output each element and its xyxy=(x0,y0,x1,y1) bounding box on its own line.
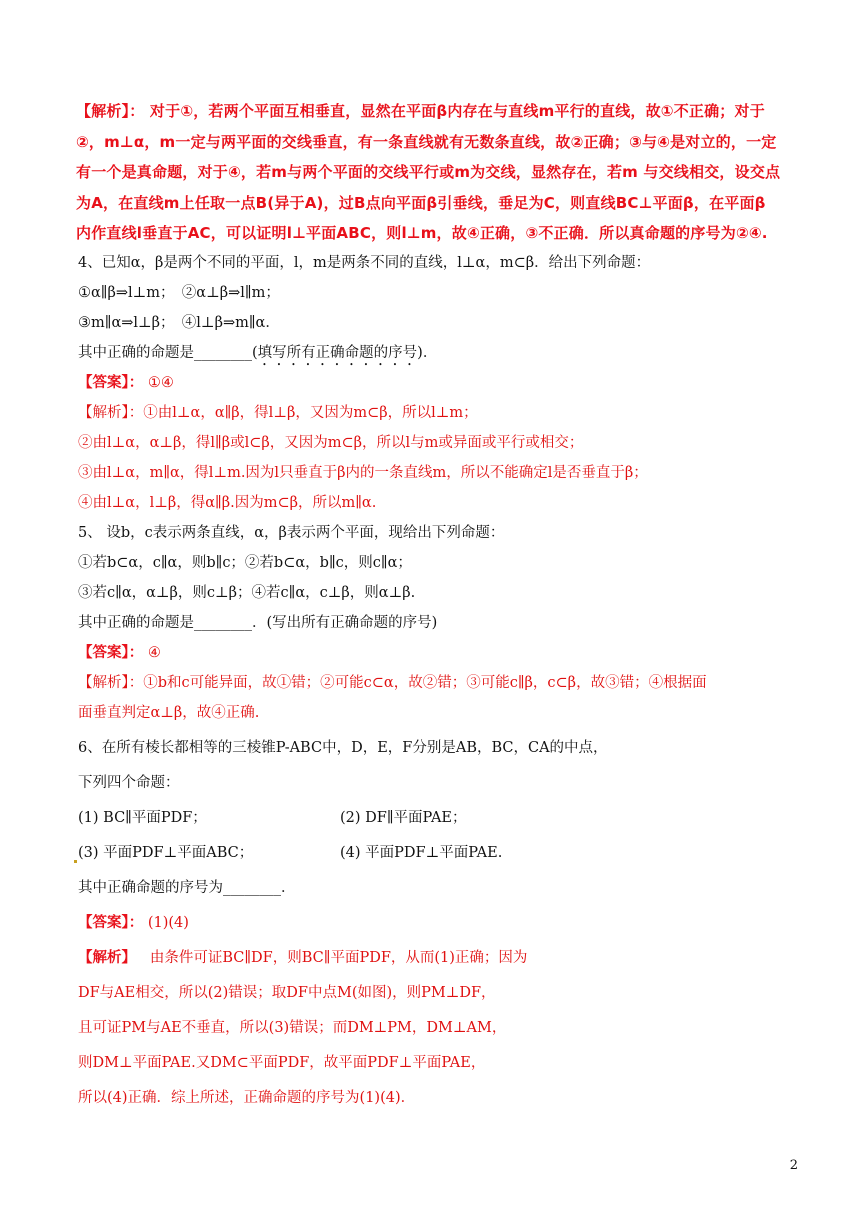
yellow-dot-mark xyxy=(74,860,77,863)
q4-question-c: )． xyxy=(417,345,438,361)
q6-analysis-label: 【解析】 xyxy=(78,949,136,966)
q5-stem: 5、 设b，c表示两条直线，α，β表示两个平面，现给出下列命题： xyxy=(78,525,505,541)
q5-answer xyxy=(78,643,161,663)
q6-analysis-5: 所以(4)正确．综上所述，正确命题的序号为(1)(4)． xyxy=(78,1090,416,1106)
q4-question-emphasis: 填写所有正确命题的序号 xyxy=(257,345,418,361)
q4-analysis-4: ④由l⊥α，l⊥β，得α∥β.因为m⊂β，所以m∥α. xyxy=(78,495,377,511)
q6-stem-1: 6、在所有棱长都相等的三棱锥P-ABC中，D，E，F分别是AB，BC，CA的中点， xyxy=(78,740,608,756)
q4-analysis-2: ②由l⊥α，α⊥β，得l∥β或l⊂β，又因为m⊂β，所以l与m或异面或平行或相交； xyxy=(78,435,584,451)
q4-stem: 4、已知α，β是两个不同的平面，l，m是两条不同的直线，l⊥α，m⊂β．给出下列命题： xyxy=(78,255,651,271)
q5-analysis-2: 面垂直判定α⊥β，故④正确. xyxy=(78,705,260,721)
q4-options-2: ③m∥α⇒l⊥β； ④l⊥β⇒m∥α． xyxy=(78,315,280,331)
q4-answer-label: 【答案】： xyxy=(78,374,144,391)
q6-analysis-3: 且可证PM与AE不垂直，所以(3)错误；而DM⊥PM，DM⊥AM， xyxy=(78,1020,507,1036)
analysis-image-line-2: ②，m⊥α，m一定与两平面的交线垂直，有一条直线就有无数条直线，故②正确；③与④是对立的，一定 xyxy=(76,132,777,151)
q6-analysis-text-1: 由条件可证BC∥DF，则BC∥平面PDF，从而(1)正确；因为 xyxy=(149,950,528,966)
q6-question: 其中正确命题的序号为________． xyxy=(78,880,296,896)
q4-answer xyxy=(78,373,174,393)
q6-prop-3: (3) 平面PDF⊥平面ABC； xyxy=(78,845,254,861)
q5-options-2: ③若c∥α，α⊥β，则c⊥β；④若c∥α，c⊥β，则α⊥β. xyxy=(78,585,416,601)
q4-options-1: ①α∥β⇒l⊥m； ②α⊥β⇒l∥m； xyxy=(78,285,280,301)
q6-analysis-2: DF与AE相交，所以(2)错误；取DF中点M(如图)，则PM⊥DF， xyxy=(78,985,496,1001)
q6-answer xyxy=(78,913,189,933)
q4-analysis-1: 【解析】：①由l⊥α，α∥β，得l⊥β，又因为m⊂β，所以l⊥m； xyxy=(78,405,478,421)
q6-answer-label: 【答案】： xyxy=(78,914,144,931)
analysis-image-line-5: 内作直线l垂直于AC，可以证明l⊥平面ABC，则l⊥m，故④正确，③不正确．所以真命题的序号为②④. xyxy=(76,224,768,242)
analysis-image-block xyxy=(76,96,794,246)
q5-answer-label: 【答案】： xyxy=(78,644,144,661)
q5-question: 其中正确的命题是________．(写出所有正确命题的序号) xyxy=(78,615,438,631)
q4-question-a: 其中正确的命题是________( xyxy=(78,345,258,361)
q6-prop-3-row xyxy=(74,843,253,863)
q6-answer-value: (1)(4) xyxy=(147,915,189,931)
analysis-image-line-4: 为A，在直线m上任取一点B(异于A)，过B点向平面β引垂线，垂足为C，则直线BC⊥平面β，在平面β xyxy=(76,193,766,212)
q5-analysis-1: 【解析】：①b和c可能异面，故①错；②可能c⊂α，故②错；③可能c∥β，c⊂β，故③错；④根据面 xyxy=(78,675,707,691)
q4-answer-value: ①④ xyxy=(147,375,174,391)
q4-question xyxy=(78,343,437,369)
q5-answer-value: ④ xyxy=(147,645,161,661)
q6-analysis-4: 则DM⊥平面PAE.又DM⊂平面PDF，故平面PDF⊥平面PAE， xyxy=(78,1055,486,1071)
q4-analysis-3: ③由l⊥α，m∥α，得l⊥m.因为l只垂直于β内的一条直线m，所以不能确定l是否垂直于β； xyxy=(78,465,648,481)
q6-prop-4: (4) 平面PDF⊥平面PAE. xyxy=(340,845,503,861)
q6-analysis-1 xyxy=(78,948,527,968)
page-number: 2 xyxy=(789,1158,798,1173)
q6-prop-1: (1) BC∥平面PDF； xyxy=(78,810,207,826)
analysis-image-line-3: 有一个是真命题，对于④，若m与两个平面的交线平行或m为交线，显然存在，若m 与交线相交，设交点 xyxy=(76,163,781,181)
q6-stem-2: 下列四个命题： xyxy=(78,775,180,791)
q5-options-1: ①若b⊂α，c∥α，则b∥c；②若b⊂α，b∥c，则c∥α； xyxy=(78,555,412,571)
analysis-image-line-1: 【解析】： 对于①，若两个平面互相垂直，显然在平面β内存在与直线m平行的直线，故①不正确；对于 xyxy=(76,102,765,120)
q6-prop-2: (2) DF∥平面PAE； xyxy=(340,810,467,826)
